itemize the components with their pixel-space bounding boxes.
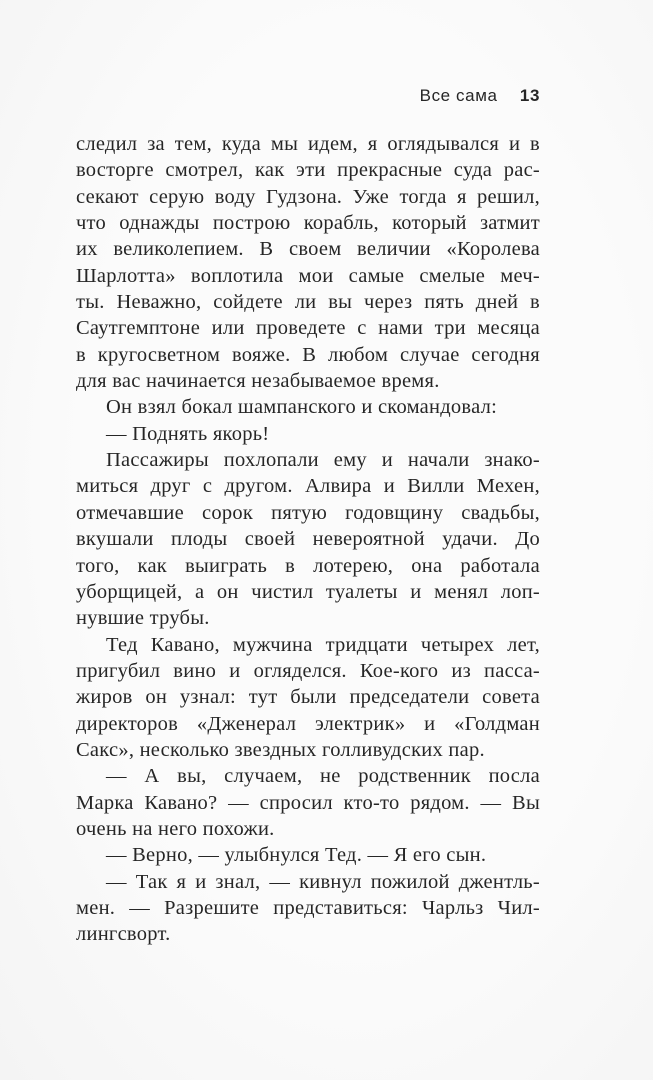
page-text — [76, 131, 540, 948]
text-line: ты. Неважно, сойдете ли вы через пять дней в — [76, 291, 540, 314]
page-number: 13 — [519, 86, 540, 105]
text-line: Пассажиры похлопали ему и начали знако- — [106, 449, 540, 472]
text-line: лингсворт. — [76, 923, 171, 946]
text-line: того, как выиграть в лотерею, она работала — [76, 554, 540, 577]
text-line: восторге смотрел, как эти прекрасные суда рас- — [76, 159, 540, 182]
text-line: нувшие трубы. — [76, 607, 210, 630]
text-line: что однажды построю корабль, который затмит — [76, 212, 540, 235]
text-line: следил за тем, куда мы идем, я оглядывался и в — [76, 133, 540, 155]
text-line: очень на него похожи. — [76, 817, 275, 840]
text-line: Саутгемптоне или проведете с нами три месяца — [76, 317, 540, 340]
text-line: в кругосветном вояже. В любом случае сегодня — [76, 343, 540, 366]
text-line: жиров он узнал: тут были председатели совета — [76, 686, 540, 709]
text-line: пригубил вино и огляделся. Кое-кого из пасса- — [76, 659, 540, 682]
text-line: миться друг с другом. Алвира и Вилли Мехен, — [76, 475, 540, 498]
text-line: Сакс», несколько звездных голливудских пар. — [76, 738, 485, 761]
text-line: отмечавшие сорок пятую годовщину свадьбы, — [76, 501, 540, 524]
page-header — [76, 86, 540, 106]
text-line: — Поднять якорь! — [106, 422, 270, 445]
text-line: — Верно, — улыбнулся Тед. — Я его сын. — [106, 844, 487, 867]
text-line: их великолепием. В своем величии «Королева — [76, 238, 540, 261]
text-line: Он взял бокал шампанского и скомандовал: — [106, 396, 498, 419]
text-line: — Так я и знал, — кивнул пожилой джентль- — [106, 870, 540, 893]
text-line: мен. — Разрешите представиться: Чарльз Чил- — [76, 896, 540, 919]
text-line: директоров «Дженерал электрик» и «Голдман — [76, 712, 540, 735]
text-line: Шарлотта» воплотила мои самые смелые меч- — [76, 264, 540, 287]
text-line: секают серую воду Гудзона. Уже тогда я решил, — [76, 185, 540, 208]
text-line: уборщицей, а он чистил туалеты и менял лоп- — [76, 580, 540, 603]
text-line: Марка Кавано? — спросил кто-то рядом. — Вы — [76, 791, 540, 814]
text-line: Тед Кавано, мужчина тридцати четырех лет, — [106, 633, 540, 656]
running-title: Все сама — [419, 86, 498, 105]
text-line: для вас начинается незабываемое время. — [76, 370, 440, 393]
text-line: — А вы, случаем, не родственник посла — [106, 765, 540, 788]
text-line: вкушали плоды своей невероятной удачи. До — [76, 528, 540, 551]
